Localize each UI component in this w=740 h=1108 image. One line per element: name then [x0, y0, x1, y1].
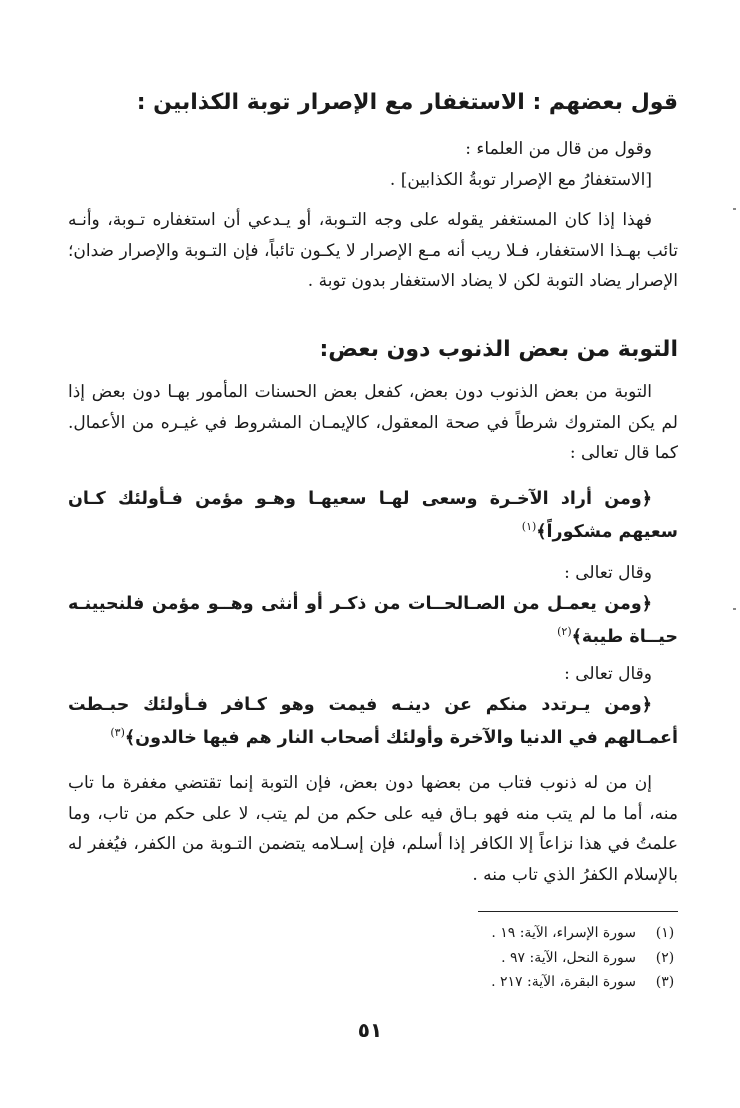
footnotes	[278, 921, 678, 995]
paragraph-partial-forgiveness: إن من له ذنوب فتاب من بعضها دون بعض، فإن التوبة إنما تقتضي مغفرة ما تاب منه، أما ما لم يتب منه فهو بـاق فيه على حكم من لم يتب، لا على حكم من تاب، وما علمتُ في هذا نزاعاً إلا الكافر إذا أسلم، فإن إسـلامه يتضمن التـوبة من الكفر، فيُغفر له بالإسلام الكفرُ الذي تاب منه .	[68, 773, 678, 885]
section-heading-liars-repentance: قول بعضهم : الاستغفار مع الإصرار توبة الكذابين :	[136, 90, 678, 115]
footnote-1	[278, 921, 678, 946]
section-heading-partial-repentance: التوبة من بعض الذنوب دون بعض:	[319, 337, 678, 362]
footnote-separator	[478, 911, 678, 912]
verse-2-intro: وقال تعالى :	[564, 563, 652, 583]
scan-mark	[733, 608, 736, 610]
page-number: ٥١	[357, 1018, 383, 1042]
footnote-marker-2: (٢)	[557, 625, 572, 639]
verse-3-text: ﴿ومن يـرتدد منكم عن دينـه فيمت وهو كـافر فـأولئك حبـطت أعمـالهم في الدنيا والآخرة وأولئك أصحاب النار هم فيها خالدون﴾	[68, 695, 678, 748]
footnote-marker-1: (١)	[521, 520, 537, 534]
footnote-2	[278, 946, 678, 971]
quran-verse-3	[68, 689, 678, 755]
quran-verse-1	[68, 483, 678, 549]
paragraph-persistence: فهذا إذا كان المستغفر يقوله على وجه التـوبة، أو يـدعي أن استغفاره تـوبة، وأنـه تائب بهـذا الاستغفار، فـلا ريب أنه مـع الإصرار لا يكـون تائباً، فإن التـوبة والإصرار ضدان؛ الإصرار يضاد التوبة لكن لا يضاد الاستغفار بدون توبة .	[68, 210, 678, 291]
scan-mark	[733, 208, 736, 210]
footnote-3	[278, 970, 678, 995]
footnote-1-number: (١)	[655, 925, 675, 941]
footnote-2-number: (٢)	[655, 949, 675, 966]
footnote-1-text: سورة الإسراء، الآية: ١٩ .	[491, 925, 636, 941]
scholars-quote: [الاستغفارُ مع الإصرار توبةُ الكذابين] .	[389, 170, 652, 190]
verse-3-intro: وقال تعالى :	[564, 664, 652, 684]
footnote-marker-3: (٣)	[110, 726, 125, 740]
footnote-3-text: سورة البقرة، الآية: ٢١٧ .	[491, 974, 636, 990]
footnote-3-number: (٣)	[655, 974, 675, 990]
verse-1-text: ﴿ومن أراد الآخـرة وسعى لهـا سعيهـا وهـو مؤمن فـأولئك كـان سعيهم مشكوراً﴾	[68, 489, 678, 542]
scholars-intro-line: وقول من قال من العلماء :	[465, 139, 652, 159]
quran-verse-2	[68, 588, 678, 654]
paragraph-partial-repentance: التوبة من بعض الذنوب دون بعض، كفعل بعض الحسنات المأمور بهـا دون بعض إذا لم يكن المتروك شرطاً في صحة المعقول، كالإيمـان المشروط في غيـره من الأعمال. كما قال تعالى :	[68, 382, 678, 463]
verse-2-text: ﴿ومن يعمـل من الصـالحــات من ذكـر أو أنثى وهــو مؤمن فلنحيينـه حيــاة طيبة﴾	[68, 594, 678, 647]
footnote-2-text: سورة النحل، الآية: ٩٧ .	[501, 949, 636, 966]
